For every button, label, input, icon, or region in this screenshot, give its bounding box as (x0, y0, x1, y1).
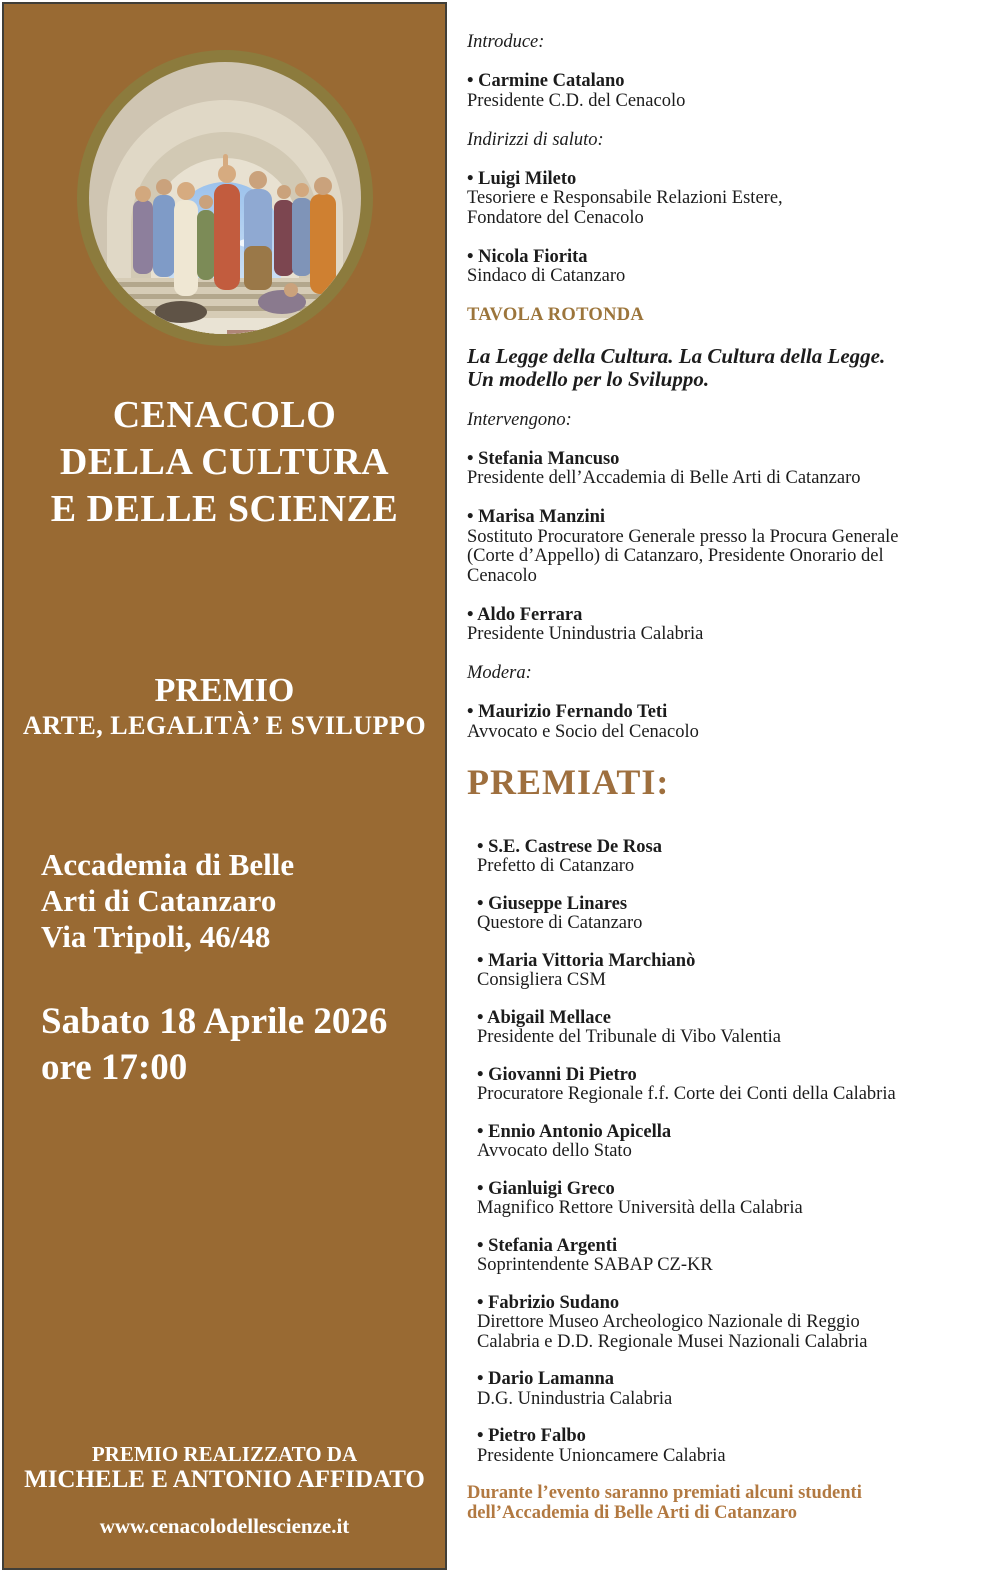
credits (4, 1442, 445, 1494)
person-name: • Dario Lamanna (477, 1369, 615, 1389)
venue-line1: Accademia di Belle (41, 847, 295, 882)
venue-address (41, 847, 294, 955)
person-role: Soprintendente SABAP CZ-KR (477, 1255, 713, 1275)
school-of-athens-artwork (77, 50, 373, 346)
person-name: • Maurizio Fernando Teti (467, 702, 668, 722)
person-role: Avvocato e Socio del Cenacolo (467, 721, 699, 742)
program-column (467, 33, 972, 1523)
person-nicola-fiorita (467, 248, 972, 287)
person-stefania-mancuso (467, 450, 972, 489)
person-role: Presidente C.D. del Cenacolo (467, 90, 686, 111)
person-name: • Fabrizio Sudano (477, 1292, 620, 1313)
org-title-line1: CENACOLO (112, 394, 337, 436)
person-role: Fondatore del Cenacolo (467, 207, 644, 228)
premiato-abigail-mellace (477, 1009, 972, 1048)
person-name: • Stefania Mancuso (467, 448, 620, 469)
premiato-dario-lamanna (477, 1370, 972, 1409)
tavola-title-line1: La Legge della Cultura. La Cultura della Legge. (467, 344, 886, 368)
person-name: • Luigi Mileto (467, 168, 577, 189)
person-name: • Gianluigi Greco (477, 1178, 615, 1199)
premiati-list (467, 838, 972, 1467)
credits-line2: MICHELE E ANTONIO AFFIDATO (24, 1466, 425, 1493)
modera-label: Modera: (467, 663, 532, 683)
person-name: • Maria Vittoria Marchianò (477, 950, 696, 971)
sidebar-panel (2, 2, 447, 1570)
venue-line3: Via Tripoli, 46/48 (41, 919, 271, 954)
person-role: Presidente Unioncamere Calabria (477, 1445, 726, 1466)
person-maurizio-teti (467, 703, 972, 742)
person-role: Presidente Unindustria Calabria (467, 624, 704, 644)
introduce-label: Introduce: (467, 32, 545, 52)
tavola-rotonda-title (467, 345, 972, 391)
tavola-rotonda-heading: TAVOLA ROTONDA (467, 305, 645, 325)
person-role: Sostituto Procuratore Generale presso la Procura Generale (467, 526, 899, 547)
person-role: Avvocato dello Stato (477, 1141, 632, 1161)
venue-line2: Arti di Catanzaro (41, 883, 277, 918)
students-note-line1: Durante l’evento saranno premiati alcuni studenti (467, 1483, 862, 1503)
person-luigi-mileto (467, 170, 972, 229)
award-title (4, 672, 445, 742)
person-aldo-ferrara (467, 606, 972, 645)
person-name: • Abigail Mellace (477, 1007, 611, 1028)
person-role: Consigliera CSM (477, 970, 606, 990)
event-date: Sabato 18 Aprile 2026 (41, 1001, 388, 1042)
premiati-heading: PREMIATI: (467, 761, 670, 802)
person-role: Magnifico Rettore Università della Calabria (477, 1198, 803, 1218)
premiato-stefania-argenti (477, 1237, 972, 1276)
event-time: ore 17:00 (41, 1047, 188, 1088)
person-name: • Pietro Falbo (477, 1426, 586, 1446)
premiato-castrese-de-rosa (477, 838, 972, 877)
person-role: Cenacolo (467, 565, 537, 586)
premiato-fabrizio-sudano (477, 1294, 972, 1353)
person-name: • Aldo Ferrara (467, 604, 583, 625)
organization-title (4, 392, 445, 533)
person-role: Procuratore Regionale f.f. Corte dei Conti della Calabria (477, 1084, 896, 1104)
person-name: • Nicola Fiorita (467, 246, 588, 267)
premiato-maria-vittoria-marchiano (477, 952, 972, 991)
person-name: • Marisa Manzini (467, 507, 606, 527)
person-role: Prefetto di Catanzaro (477, 856, 635, 876)
premiato-giovanni-di-pietro (477, 1066, 972, 1105)
students-note (467, 1484, 972, 1523)
person-carmine-catalano (467, 72, 972, 111)
tavola-title-line2: Un modello per lo Sviluppo. (467, 367, 710, 391)
person-name: • Ennio Antonio Apicella (477, 1121, 672, 1142)
person-name: • S.E. Castrese De Rosa (477, 836, 662, 857)
person-role: Questore di Catanzaro (477, 913, 643, 933)
saluti-label: Indirizzi di saluto: (467, 129, 604, 150)
person-role: Presidente dell’Accademia di Belle Arti di Catanzaro (467, 468, 861, 488)
person-role: Direttore Museo Archeologico Nazionale di Reggio (477, 1312, 860, 1332)
org-title-line2: DELLA CULTURA (59, 441, 390, 483)
event-datetime (41, 999, 387, 1091)
person-role: Presidente del Tribunale di Vibo Valentia (477, 1027, 781, 1047)
person-name: • Stefania Argenti (477, 1235, 618, 1256)
person-name: • Carmine Catalano (467, 71, 625, 91)
premiato-giuseppe-linares (477, 895, 972, 934)
award-title-sub: ARTE, LEGALITÀ’ E SVILUPPO (22, 711, 427, 740)
school-of-athens-medallion (77, 50, 373, 346)
person-marisa-manzini (467, 508, 972, 586)
website-url: www.cenacolodellescienze.it (99, 1514, 350, 1538)
person-role: Sindaco di Catanzaro (467, 266, 626, 286)
person-role: Calabria e D.D. Regionale Musei Nazionali Calabria (477, 1331, 868, 1352)
students-note-line2: dell’Accademia di Belle Arti di Catanzaro (467, 1502, 798, 1523)
person-role: D.G. Unindustria Calabria (477, 1388, 673, 1409)
person-role: (Corte d’Appello) di Catanzaro, Presidente Onorario del (467, 546, 884, 566)
person-role: Tesoriere e Responsabile Relazioni Estere, (467, 188, 783, 208)
person-name: • Giuseppe Linares (477, 893, 628, 914)
premiato-pietro-falbo (477, 1427, 972, 1466)
person-name: • Giovanni Di Pietro (477, 1064, 637, 1085)
credits-line1: PREMIO REALIZZATO DA (91, 1442, 358, 1466)
premiato-gianluigi-greco (477, 1180, 972, 1219)
org-title-line3: E DELLE SCIENZE (50, 488, 399, 530)
premiato-ennio-antonio-apicella (477, 1123, 972, 1162)
award-title-main: PREMIO (154, 672, 295, 709)
intervengono-label: Intervengono: (467, 409, 572, 430)
